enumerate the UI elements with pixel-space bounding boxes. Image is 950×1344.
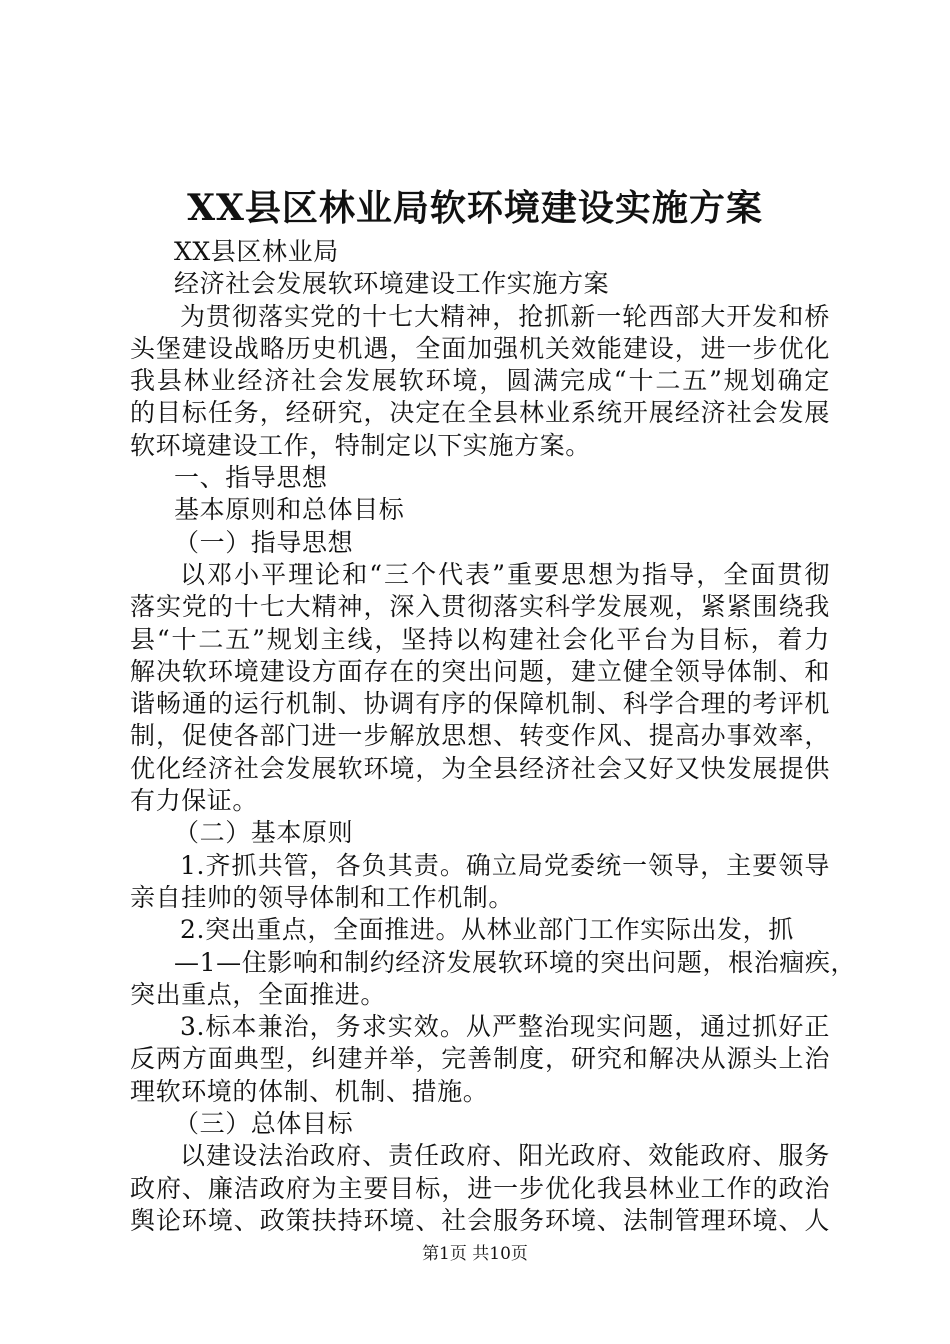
text-line: 3.标本兼治，务求实效。从严整治现实问题，通过抓好正: [180, 1012, 830, 1042]
document-body: [130, 236, 857, 1237]
page-number-footer: 第1页 共10页: [422, 1244, 528, 1264]
text-line: 解决软环境建设方面存在的突出问题，建立健全领导体制、和: [130, 656, 830, 686]
text-line: 落实党的十七大精神，深入贯彻落实科学发展观，紧紧围绕我: [130, 592, 830, 622]
text-line: 制，促使各部门进一步解放思想、转变作风、提高办事效率，: [130, 721, 830, 751]
text-line: 2.突出重点，全面推进。从林业部门工作实际出发，抓: [180, 915, 794, 945]
text-line: 的目标任务，经研究，决定在全县林业系统开展经济社会发展: [130, 398, 830, 428]
text-line: 亲自挂帅的领导体制和工作机制。: [130, 882, 515, 912]
text-line: 反两方面典型，纠建并举，完善制度，研究和解决从源头上治: [130, 1044, 830, 1074]
text-line: 优化经济社会发展软环境，为全县经济社会又好又快发展提供: [130, 753, 830, 783]
text-line: 舆论环境、政策扶持环境、社会服务环境、法制管理环境、人: [130, 1205, 830, 1235]
text-line: （三）总体目标: [174, 1109, 354, 1139]
text-line: XX县区林业局: [174, 237, 339, 266]
text-line: 为贯彻落实党的十七大精神，抢抓新一轮西部大开发和桥: [180, 301, 830, 331]
text-line: 以建设法治政府、责任政府、阳光政府、效能政府、服务: [180, 1141, 830, 1171]
text-line: 我县林业经济社会发展软环境，圆满完成“十二五”规划确定: [130, 366, 830, 396]
text-line: 一、指导思想: [174, 463, 328, 493]
text-line: 1.齐抓共管，各负其责。确立局党委统一领导，主要领导: [180, 850, 830, 880]
document-title: XX县区林业局软环境建设实施方案: [187, 187, 763, 229]
text-line: 基本原则和总体目标: [174, 495, 405, 525]
text-line: （一）指导思想: [174, 527, 354, 557]
text-line: 谐畅通的运行机制、协调有序的保障机制、科学合理的考评机: [130, 689, 830, 719]
text-line: 突出重点，全面推进。: [130, 979, 387, 1009]
text-line: （二）基本原则: [174, 818, 354, 848]
text-line: —1—住影响和制约经济发展软环境的突出问题，根治痼疾，: [174, 947, 857, 977]
text-line: 软环境建设工作，特制定以下实施方案。: [130, 430, 591, 460]
text-line: 经济社会发展软环境建设工作实施方案: [174, 269, 610, 299]
text-line: 县“十二五”规划主线，坚持以构建社会化平台为目标，着力: [130, 624, 830, 654]
text-line: 政府、廉洁政府为主要目标，进一步优化我县林业工作的政治: [130, 1173, 830, 1203]
text-line: 理软环境的体制、机制、措施。: [130, 1076, 489, 1106]
text-line: 有力保证。: [130, 786, 259, 816]
text-line: 头堡建设战略历史机遇，全面加强机关效能建设，进一步优化: [130, 333, 830, 363]
text-line: 以邓小平理论和“三个代表”重要思想为指导，全面贯彻: [180, 559, 830, 589]
